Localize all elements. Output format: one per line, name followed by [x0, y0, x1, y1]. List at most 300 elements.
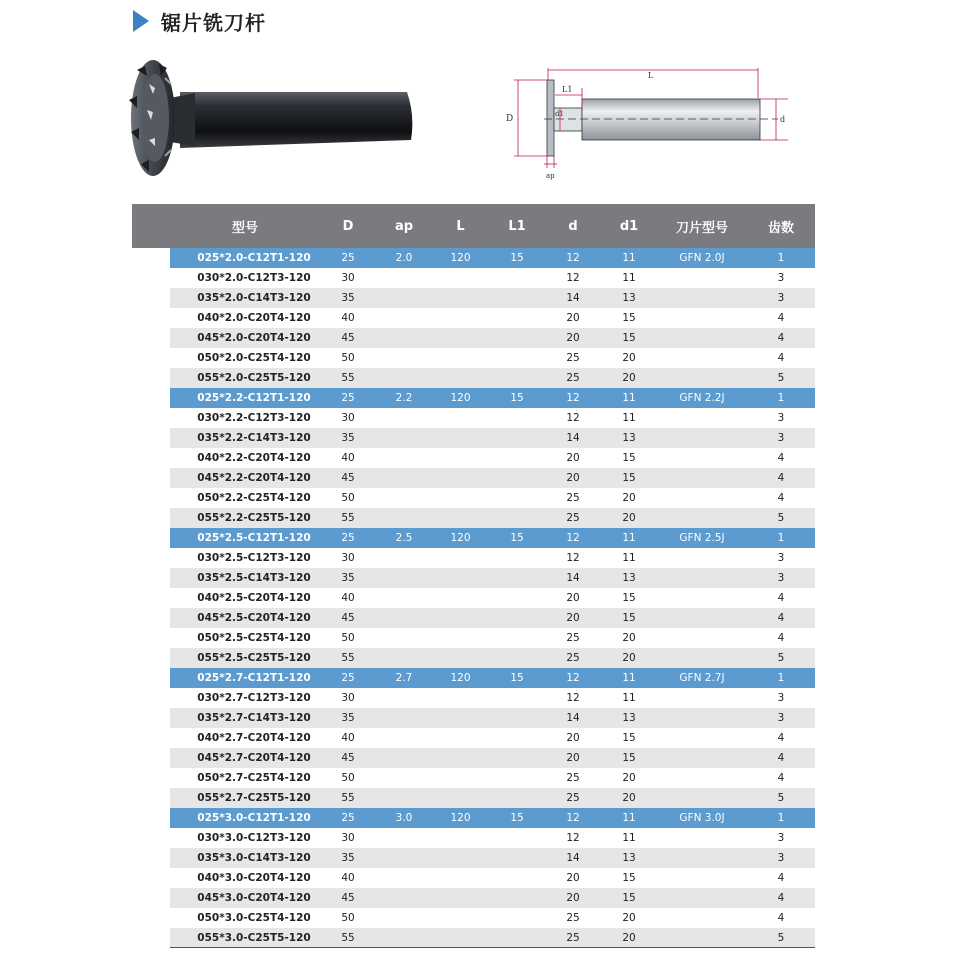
table-cell	[657, 648, 747, 668]
table-cell	[432, 348, 489, 368]
table-cell	[432, 428, 489, 448]
table-cell: 4	[747, 628, 815, 648]
table-cell: 4	[747, 448, 815, 468]
table-cell	[489, 468, 545, 488]
table-cell: 11	[601, 548, 657, 568]
table-cell: 3	[747, 428, 815, 448]
table-cell	[657, 288, 747, 308]
table-cell: 4	[747, 768, 815, 788]
table-cell: 15	[601, 308, 657, 328]
table-cell	[432, 568, 489, 588]
table-cell: 40	[320, 308, 376, 328]
table-cell: 20	[545, 588, 601, 608]
table-cell	[432, 848, 489, 868]
table-cell	[657, 588, 747, 608]
table-cell	[657, 368, 747, 388]
model-cell: 025*2.0-C12T1-120	[170, 248, 320, 268]
table-cell	[489, 708, 545, 728]
table-cell: 35	[320, 708, 376, 728]
table-cell	[657, 748, 747, 768]
table-cell: 15	[601, 468, 657, 488]
table-cell	[657, 428, 747, 448]
table-cell: 25	[320, 808, 376, 828]
table-cell: 15	[601, 608, 657, 628]
table-cell	[376, 648, 432, 668]
table-row	[132, 668, 815, 688]
table-cell: 20	[545, 448, 601, 468]
model-cell: 055*2.0-C25T5-120	[170, 368, 320, 388]
table-cell: 20	[601, 648, 657, 668]
table-row	[132, 268, 815, 288]
table-cell	[489, 908, 545, 928]
table-cell	[657, 328, 747, 348]
table-cell: 55	[320, 928, 376, 948]
triangle-bullet-icon	[133, 10, 149, 32]
table-cell: 1	[747, 388, 815, 408]
table-cell	[432, 448, 489, 468]
table-row	[132, 628, 815, 648]
table-cell	[657, 628, 747, 648]
table-cell	[432, 468, 489, 488]
table-cell: 120	[432, 808, 489, 828]
table-cell: 14	[545, 428, 601, 448]
dim-label-L1: L1	[562, 85, 573, 94]
table-cell: 20	[545, 468, 601, 488]
model-cell: 055*2.2-C25T5-120	[170, 508, 320, 528]
table-cell: 20	[601, 368, 657, 388]
model-cell: 050*2.7-C25T4-120	[170, 768, 320, 788]
table-cell: GFN 2.5J	[657, 528, 747, 548]
table-cell	[376, 328, 432, 348]
table-cell: 20	[545, 868, 601, 888]
table-cell	[432, 608, 489, 628]
table-row	[132, 608, 815, 628]
table-cell: 15	[601, 868, 657, 888]
table-cell: 3	[747, 268, 815, 288]
table-cell	[376, 488, 432, 508]
model-cell: 030*2.5-C12T3-120	[170, 548, 320, 568]
table-cell: 4	[747, 868, 815, 888]
table-cell: 120	[432, 248, 489, 268]
table-row	[132, 828, 815, 848]
table-cell	[657, 568, 747, 588]
model-cell: 050*2.0-C25T4-120	[170, 348, 320, 368]
table-cell: 4	[747, 888, 815, 908]
table-cell: 20	[601, 908, 657, 928]
model-cell: 025*2.2-C12T1-120	[170, 388, 320, 408]
page-title: 锯片铣刀杆	[161, 10, 266, 35]
table-cell: 35	[320, 288, 376, 308]
table-cell: 45	[320, 888, 376, 908]
table-row	[132, 388, 815, 408]
table-cell: 45	[320, 608, 376, 628]
table-cell: 11	[601, 668, 657, 688]
table-cell	[376, 708, 432, 728]
table-cell: 1	[747, 528, 815, 548]
table-cell: 15	[489, 668, 545, 688]
table-cell	[376, 608, 432, 628]
table-cell: 120	[432, 668, 489, 688]
table-row	[132, 748, 815, 768]
table-row	[132, 928, 815, 948]
table-cell	[432, 408, 489, 428]
table-cell	[432, 648, 489, 668]
header-spacer	[132, 204, 170, 248]
table-cell	[376, 828, 432, 848]
table-cell	[376, 728, 432, 748]
table-cell	[489, 548, 545, 568]
model-cell: 050*2.5-C25T4-120	[170, 628, 320, 648]
table-cell: 20	[601, 348, 657, 368]
table-cell: 14	[545, 288, 601, 308]
table-cell	[657, 408, 747, 428]
table-cell: 55	[320, 508, 376, 528]
table-row	[132, 348, 815, 368]
column-header: 刀片型号	[657, 204, 747, 248]
table-cell	[657, 308, 747, 328]
table-cell	[657, 728, 747, 748]
model-cell: 035*2.7-C14T3-120	[170, 708, 320, 728]
table-cell: 25	[545, 648, 601, 668]
table-cell	[489, 868, 545, 888]
table-cell	[376, 688, 432, 708]
table-cell: 25	[320, 528, 376, 548]
table-row	[132, 848, 815, 868]
table-cell: 25	[545, 628, 601, 648]
table-cell: 12	[545, 828, 601, 848]
table-cell: 120	[432, 388, 489, 408]
table-cell: 20	[601, 768, 657, 788]
table-cell: 14	[545, 708, 601, 728]
table-cell	[432, 508, 489, 528]
table-cell: 4	[747, 728, 815, 748]
table-cell	[489, 768, 545, 788]
table-cell	[489, 488, 545, 508]
table-cell	[489, 608, 545, 628]
column-header: d1	[601, 204, 657, 248]
table-cell: 12	[545, 808, 601, 828]
table-cell: 11	[601, 408, 657, 428]
table-cell: 11	[601, 828, 657, 848]
table-cell	[489, 308, 545, 328]
model-cell: 025*2.7-C12T1-120	[170, 668, 320, 688]
model-cell: 040*2.0-C20T4-120	[170, 308, 320, 328]
table-cell: 13	[601, 428, 657, 448]
table-cell	[432, 488, 489, 508]
spec-table	[132, 204, 815, 948]
table-cell	[489, 928, 545, 948]
table-cell: 11	[601, 248, 657, 268]
table-cell	[432, 748, 489, 768]
table-cell	[489, 448, 545, 468]
table-cell: 25	[320, 668, 376, 688]
table-cell: 30	[320, 268, 376, 288]
column-header: L1	[489, 204, 545, 248]
table-cell: 13	[601, 848, 657, 868]
model-cell: 040*2.5-C20T4-120	[170, 588, 320, 608]
table-cell	[489, 288, 545, 308]
table-cell	[489, 508, 545, 528]
table-cell: 3	[747, 548, 815, 568]
table-cell: GFN 3.0J	[657, 808, 747, 828]
table-cell: 15	[601, 748, 657, 768]
table-cell	[432, 888, 489, 908]
table-cell: 14	[545, 848, 601, 868]
model-cell: 030*3.0-C12T3-120	[170, 828, 320, 848]
table-cell: 30	[320, 408, 376, 428]
table-cell	[432, 548, 489, 568]
table-body	[132, 248, 815, 948]
model-cell: 055*3.0-C25T5-120	[170, 928, 320, 948]
table-row	[132, 308, 815, 328]
table-cell: 4	[747, 348, 815, 368]
table-cell: 25	[545, 348, 601, 368]
tool-shank	[170, 92, 412, 148]
column-header: d	[545, 204, 601, 248]
table-cell	[489, 788, 545, 808]
table-cell	[489, 368, 545, 388]
table-cell: 20	[601, 628, 657, 648]
model-cell: 040*2.7-C20T4-120	[170, 728, 320, 748]
table-row	[132, 908, 815, 928]
table-cell: 4	[747, 608, 815, 628]
table-cell: 3	[747, 568, 815, 588]
table-cell: 2.0	[376, 248, 432, 268]
table-row	[132, 328, 815, 348]
table-cell: 4	[747, 588, 815, 608]
table-cell	[376, 868, 432, 888]
table-cell: 25	[545, 928, 601, 948]
table-cell	[376, 448, 432, 468]
model-cell: 030*2.7-C12T3-120	[170, 688, 320, 708]
model-cell: 025*3.0-C12T1-120	[170, 808, 320, 828]
table-cell	[489, 568, 545, 588]
table-row	[132, 688, 815, 708]
table-cell	[657, 688, 747, 708]
table-cell: 13	[601, 288, 657, 308]
column-header: 齿数	[747, 204, 815, 248]
table-row	[132, 868, 815, 888]
table-cell: 2.2	[376, 388, 432, 408]
table-cell: 14	[545, 568, 601, 588]
table-cell: 35	[320, 848, 376, 868]
product-photo	[125, 60, 425, 185]
dimension-drawing	[500, 68, 800, 183]
table-cell	[376, 748, 432, 768]
table-cell: 35	[320, 568, 376, 588]
table-cell: 15	[489, 528, 545, 548]
model-cell: 035*2.0-C14T3-120	[170, 288, 320, 308]
model-cell: 030*2.2-C12T3-120	[170, 408, 320, 428]
table-cell	[657, 268, 747, 288]
table-cell	[489, 848, 545, 868]
table-cell: 5	[747, 648, 815, 668]
table-cell: 25	[545, 908, 601, 928]
table-cell	[657, 888, 747, 908]
table-cell: 25	[545, 788, 601, 808]
table-cell	[376, 368, 432, 388]
table-cell: 40	[320, 728, 376, 748]
table-cell: 15	[489, 808, 545, 828]
table-cell: 120	[432, 528, 489, 548]
table-cell: 1	[747, 248, 815, 268]
table-cell	[489, 588, 545, 608]
table-cell: 4	[747, 748, 815, 768]
table-cell: 4	[747, 468, 815, 488]
table-cell: 1	[747, 668, 815, 688]
table-cell	[432, 308, 489, 328]
table-cell: 25	[545, 488, 601, 508]
table-row	[132, 288, 815, 308]
page-header	[133, 8, 266, 34]
table-cell	[489, 348, 545, 368]
table-row	[132, 508, 815, 528]
table-row	[132, 788, 815, 808]
table-cell: 15	[489, 248, 545, 268]
dim-label-L: L	[648, 71, 654, 80]
model-cell: 055*2.5-C25T5-120	[170, 648, 320, 668]
model-cell: 040*3.0-C20T4-120	[170, 868, 320, 888]
table-cell: 50	[320, 348, 376, 368]
table-cell	[657, 928, 747, 948]
table-cell	[432, 268, 489, 288]
table-cell	[657, 908, 747, 928]
table-cell: 5	[747, 788, 815, 808]
table-cell: 3	[747, 688, 815, 708]
table-cell: 15	[601, 888, 657, 908]
dim-label-ap: ap	[546, 172, 555, 180]
table-cell: 12	[545, 668, 601, 688]
table-cell: 20	[601, 508, 657, 528]
table-bottom-rule	[170, 947, 815, 948]
table-cell	[432, 288, 489, 308]
table-cell: 12	[545, 248, 601, 268]
table-cell	[432, 328, 489, 348]
table-cell: 11	[601, 268, 657, 288]
column-header: ap	[376, 204, 432, 248]
table-cell	[376, 848, 432, 868]
table-cell: 5	[747, 368, 815, 388]
table-cell: 20	[601, 488, 657, 508]
table-cell	[432, 828, 489, 848]
table-cell: 5	[747, 928, 815, 948]
table-cell: 11	[601, 808, 657, 828]
table-cell: 40	[320, 448, 376, 468]
table-cell	[376, 408, 432, 428]
table-cell	[376, 928, 432, 948]
table-cell	[489, 748, 545, 768]
table-cell: 12	[545, 408, 601, 428]
model-cell: 040*2.2-C20T4-120	[170, 448, 320, 468]
table-cell	[657, 468, 747, 488]
table-cell	[489, 628, 545, 648]
table-cell: 11	[601, 388, 657, 408]
table-cell: 4	[747, 908, 815, 928]
column-header: D	[320, 204, 376, 248]
table-cell	[432, 788, 489, 808]
table-cell	[657, 348, 747, 368]
table-cell	[489, 688, 545, 708]
table-cell: 30	[320, 688, 376, 708]
table-cell	[489, 328, 545, 348]
table-cell	[376, 768, 432, 788]
table-cell	[432, 588, 489, 608]
table-cell: 15	[489, 388, 545, 408]
table-cell: GFN 2.0J	[657, 248, 747, 268]
table-row	[132, 648, 815, 668]
table-cell	[657, 708, 747, 728]
table-header-row	[132, 204, 815, 248]
table-cell: 50	[320, 908, 376, 928]
table-cell: 13	[601, 568, 657, 588]
table-cell	[376, 588, 432, 608]
table-cell: 3	[747, 828, 815, 848]
table-row	[132, 408, 815, 428]
model-cell: 045*2.7-C20T4-120	[170, 748, 320, 768]
table-cell: 30	[320, 828, 376, 848]
table-cell: 40	[320, 868, 376, 888]
table-cell	[489, 888, 545, 908]
table-cell: 45	[320, 468, 376, 488]
model-cell: 035*2.2-C14T3-120	[170, 428, 320, 448]
table-cell	[489, 428, 545, 448]
table-cell: 20	[601, 788, 657, 808]
table-cell	[432, 628, 489, 648]
table-cell: 12	[545, 388, 601, 408]
model-cell: 050*3.0-C25T4-120	[170, 908, 320, 928]
table-row	[132, 708, 815, 728]
table-cell	[376, 888, 432, 908]
table-cell: 4	[747, 328, 815, 348]
model-cell: 055*2.7-C25T5-120	[170, 788, 320, 808]
table-cell	[432, 928, 489, 948]
table-cell: 3	[747, 408, 815, 428]
table-cell	[657, 448, 747, 468]
table-cell	[376, 508, 432, 528]
table-row	[132, 548, 815, 568]
table-cell	[376, 308, 432, 328]
table-row	[132, 808, 815, 828]
table-cell: 1	[747, 808, 815, 828]
saw-disc	[129, 60, 175, 176]
table-row	[132, 468, 815, 488]
table-cell	[432, 728, 489, 748]
model-cell: 045*2.5-C20T4-120	[170, 608, 320, 628]
table-cell: 20	[601, 928, 657, 948]
table-cell: 55	[320, 368, 376, 388]
table-cell: 25	[320, 248, 376, 268]
table-cell: 12	[545, 268, 601, 288]
table-cell	[489, 268, 545, 288]
table-row	[132, 448, 815, 468]
table-cell: 25	[545, 508, 601, 528]
table-row	[132, 248, 815, 268]
dim-label-D: D	[506, 114, 514, 124]
table-cell	[657, 488, 747, 508]
table-cell: 20	[545, 308, 601, 328]
table-cell: 3	[747, 288, 815, 308]
table-cell: 3	[747, 708, 815, 728]
model-cell: 045*3.0-C20T4-120	[170, 888, 320, 908]
table-row	[132, 728, 815, 748]
table-cell: 50	[320, 768, 376, 788]
table-cell: 30	[320, 548, 376, 568]
model-cell: 045*2.2-C20T4-120	[170, 468, 320, 488]
table-cell: 12	[545, 528, 601, 548]
table-cell: 55	[320, 788, 376, 808]
table-row	[132, 428, 815, 448]
table-cell: 2.5	[376, 528, 432, 548]
